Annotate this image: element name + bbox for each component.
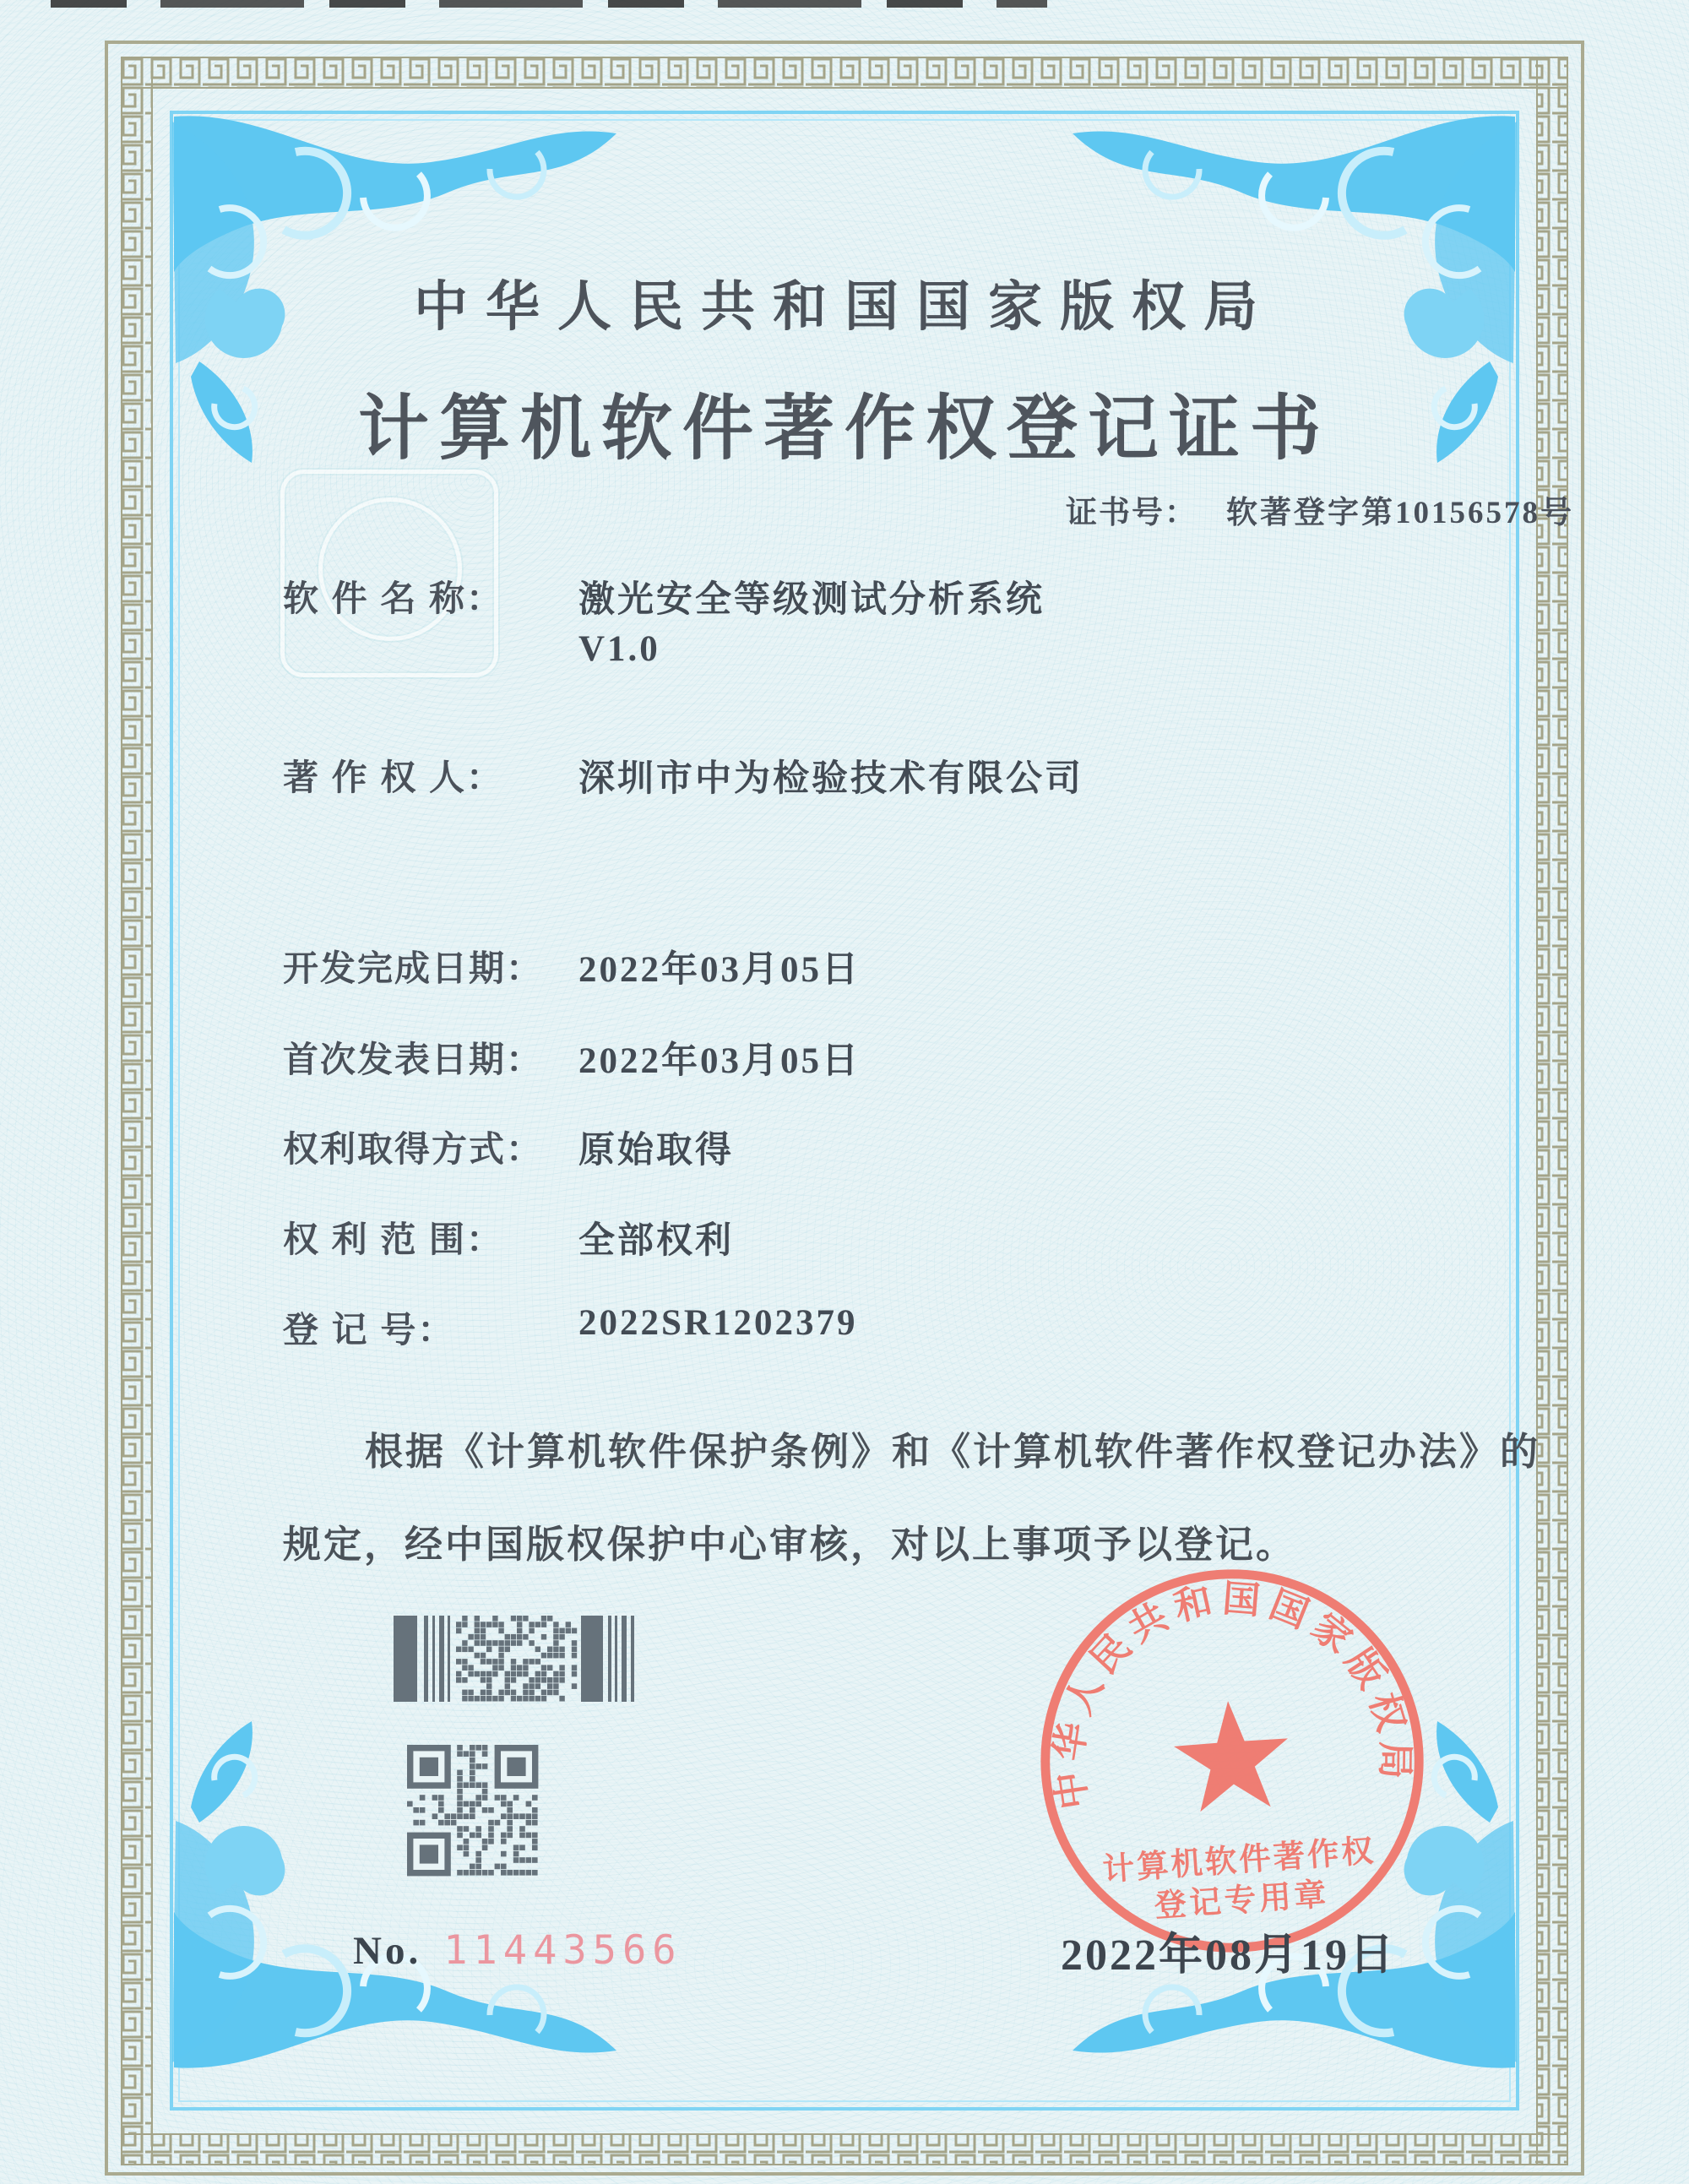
field-label: 权 利 范 围： bbox=[283, 1220, 504, 1259]
statement-line-1: 根据《计算机软件保护条例》和《计算机软件著作权登记办法》的 bbox=[365, 1430, 1541, 1473]
barcode-image bbox=[394, 1616, 638, 1702]
statement-line-2: 规定，经中国版权保护中心审核，对以上事项予以登记。 bbox=[283, 1523, 1297, 1566]
field-copyright-owner bbox=[283, 750, 1083, 801]
field-label: 权利取得方式： bbox=[283, 1129, 544, 1169]
certificate-number-value: 软著登字第10156578号 bbox=[1226, 496, 1574, 530]
field-value: 2022SR1202379 bbox=[578, 1303, 858, 1343]
field-value: 2022年03月05日 bbox=[578, 950, 861, 990]
field-value: 激光安全等级测试分析系统 bbox=[578, 580, 1045, 620]
field-value: 深圳市中为检验技术有限公司 bbox=[578, 759, 1083, 799]
field-registration-number bbox=[283, 1302, 858, 1353]
official-seal bbox=[1018, 1547, 1446, 1975]
field-value: 原始取得 bbox=[578, 1131, 734, 1171]
field-label: 软 件 名 称： bbox=[283, 579, 504, 618]
field-value: 2022年03月05日 bbox=[578, 1041, 861, 1081]
certificate-title: 计算机软件著作权登记证书 bbox=[357, 390, 1331, 469]
qr-code-image bbox=[407, 1745, 539, 1877]
serial-number: 11443566 bbox=[443, 1927, 682, 1974]
certificate-number-label: 证书号： bbox=[1066, 496, 1198, 530]
field-value: 全部权利 bbox=[578, 1221, 734, 1261]
authority-title: 中华人民共和国国家版权局 bbox=[414, 277, 1275, 337]
field-dev-complete-date bbox=[283, 941, 861, 991]
field-value-line2: V1.0 bbox=[578, 629, 660, 669]
seal-caption-line1: 计算机软件著作权 bbox=[1101, 1832, 1377, 1888]
field-software-name bbox=[283, 571, 1045, 622]
field-label: 登 记 号： bbox=[283, 1310, 455, 1350]
serial-label: No. bbox=[353, 1929, 422, 1973]
field-label: 开发完成日期： bbox=[283, 948, 544, 988]
field-first-publish-date bbox=[283, 1032, 861, 1083]
field-label: 著 作 权 人： bbox=[283, 758, 504, 797]
field-rights-method bbox=[283, 1122, 734, 1172]
seal-ring-text: 中华人民共和国国家版权局 bbox=[1046, 1577, 1417, 1812]
serial-row bbox=[353, 1927, 682, 1974]
field-label: 首次发表日期： bbox=[283, 1040, 544, 1079]
star-icon bbox=[1171, 1697, 1293, 1813]
field-rights-scope bbox=[283, 1212, 734, 1263]
issue-date: 2022年08月19日 bbox=[1061, 1931, 1397, 1980]
seal-caption-line2: 登记专用章 bbox=[1153, 1876, 1331, 1924]
certificate-number-row bbox=[1066, 486, 1574, 532]
